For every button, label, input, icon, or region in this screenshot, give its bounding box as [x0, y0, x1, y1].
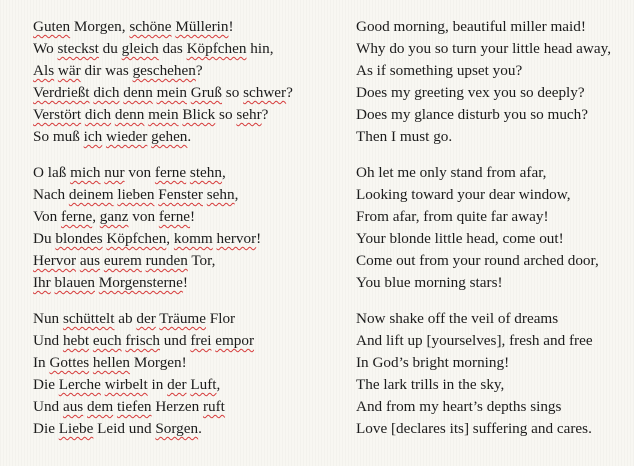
english-line: Does my glance disturb you so much? [356, 106, 588, 123]
spellcheck-word: ferne [61, 208, 93, 225]
stanza [0, 162, 634, 294]
stanza [0, 16, 634, 148]
english-line: Come out from your round arched door, [356, 252, 599, 269]
spellcheck-word: Gottes [49, 354, 90, 371]
english-line: Does my greeting vex you so deeply? [356, 84, 585, 101]
spellcheck-word: Luft [190, 376, 217, 393]
spellcheck-word: Hervor [33, 252, 77, 269]
german-line: Und hebt euch frisch und frei empor [33, 332, 255, 349]
spellcheck-word: gehen [151, 128, 188, 145]
german-line: Verdrießt dich denn mein Gruß so schwer? [33, 84, 293, 101]
german-line: Die Lerche wirbelt in der Luft, [33, 376, 221, 393]
spellcheck-word: wieder [106, 128, 148, 145]
english-line: Love [declares its] suffering and cares. [356, 420, 592, 437]
spellcheck-word: Als [33, 62, 55, 79]
spellcheck-word: Morgensterne [98, 274, 183, 291]
stanza [0, 308, 634, 440]
english-column [356, 16, 634, 148]
spellcheck-word: Ihr [33, 274, 51, 291]
spellcheck-word: ruft [202, 398, 225, 415]
english-line: Then I must go. [356, 128, 453, 145]
german-line: Guten Morgen, schöne Müllerin! [33, 18, 234, 35]
german-line: In Gottes hellen Morgen! [33, 354, 187, 371]
spellcheck-word: mich [70, 164, 101, 181]
english-line: Your blonde little head, come out! [356, 230, 564, 247]
spellcheck-word: hervor [216, 230, 257, 247]
german-column [0, 308, 356, 440]
spellcheck-word: geschehen [132, 62, 196, 79]
spellcheck-word: gleich [121, 40, 159, 57]
german-line: Hervor aus eurem runden Tor, [33, 252, 216, 269]
spellcheck-word: Träume [159, 310, 206, 327]
spellcheck-word: empor [215, 332, 255, 349]
spellcheck-word: sehn [206, 186, 235, 203]
spellcheck-word: deinem [68, 186, 114, 203]
german-line: Du blondes Köpfchen, komm hervor! [33, 230, 262, 247]
english-line: Oh let me only stand from afar, [356, 164, 547, 181]
spellcheck-word: stehn [189, 164, 222, 181]
spellcheck-word: denn [123, 84, 153, 101]
spellcheck-word: Müllerin [175, 18, 229, 35]
spellcheck-word: Fenster [158, 186, 203, 203]
spellcheck-word: Liebe [58, 420, 94, 437]
spellcheck-word: blondes [55, 230, 103, 247]
german-line: Die Liebe Leid und Sorgen. [33, 420, 202, 437]
spellcheck-word: ich [83, 128, 103, 145]
spellcheck-word: hellen [92, 354, 131, 371]
german-line: Wo steckst du gleich das Köpfchen hin, [33, 40, 274, 57]
german-line: So muß ich wieder gehen. [33, 128, 192, 145]
spellcheck-word: Verdrießt [33, 84, 90, 101]
spellcheck-word: lieben [117, 186, 155, 203]
lyrics-page [0, 16, 634, 454]
german-line: Als wär dir was geschehen? [33, 62, 203, 79]
spellcheck-word: Köpfchen [106, 230, 167, 247]
spellcheck-word: aus [79, 252, 101, 269]
german-line: Nun schüttelt ab der Träume Flor [33, 310, 236, 327]
english-column [356, 308, 634, 440]
spellcheck-word: Blick [182, 106, 216, 123]
english-column [356, 162, 634, 294]
german-line: O laß mich nur von ferne stehn, [33, 164, 226, 181]
spellcheck-word: tiefen [116, 398, 152, 415]
spellcheck-word: komm [173, 230, 213, 247]
german-line: Verstört dich denn mein Blick so sehr? [33, 106, 269, 123]
spellcheck-word: frisch [125, 332, 160, 349]
spellcheck-word: Guten [33, 18, 71, 35]
spellcheck-word: denn [114, 106, 145, 123]
german-line: Nach deinem lieben Fenster sehn, [33, 186, 239, 203]
german-line: Und aus dem tiefen Herzen ruft [33, 398, 225, 415]
spellcheck-word: dem [87, 398, 114, 415]
english-line: Why do you so turn your little head away, [356, 40, 612, 57]
english-line: From afar, from quite far away! [356, 208, 549, 225]
english-line: Now shake off the veil of dreams [356, 310, 559, 327]
spellcheck-word: euch [92, 332, 122, 349]
spellcheck-word: runden [145, 252, 188, 269]
spellcheck-word: wär [57, 62, 81, 79]
spellcheck-word: eurem [103, 252, 142, 269]
spellcheck-word: schwer [243, 84, 287, 101]
spellcheck-word: Köpfchen [186, 40, 247, 57]
english-line: The lark trills in the sky, [356, 376, 505, 393]
german-column [0, 16, 356, 148]
german-line: Ihr blauen Morgensterne! [33, 274, 188, 291]
spellcheck-word: Verstört [33, 106, 82, 123]
english-line: And from my heart’s depths sings [356, 398, 562, 415]
english-line: As if something upset you? [356, 62, 523, 79]
german-column [0, 162, 356, 294]
english-line: In God’s bright morning! [356, 354, 510, 371]
spellcheck-word: nur [104, 164, 125, 181]
spellcheck-word: schüttelt [62, 310, 115, 327]
german-line: Von ferne, ganz von ferne! [33, 208, 196, 225]
spellcheck-word: schöne [129, 18, 172, 35]
spellcheck-word: frei [190, 332, 212, 349]
spellcheck-word: ferne [158, 208, 191, 225]
spellcheck-word: sehr [236, 106, 262, 123]
spellcheck-word: blauen [54, 274, 95, 291]
spellcheck-word: Sorgen [155, 420, 199, 437]
spellcheck-word: der [136, 310, 156, 327]
english-line: And lift up [yourselves], fresh and free [356, 332, 593, 349]
spellcheck-word: Gruß [190, 84, 222, 101]
spellcheck-word: mein [156, 84, 187, 101]
spellcheck-word: steckst [57, 40, 99, 57]
english-line: Good morning, beautiful miller maid! [356, 18, 586, 35]
spellcheck-word: ferne [154, 164, 187, 181]
spellcheck-word: hebt [62, 332, 90, 349]
spellcheck-word: aus [62, 398, 84, 415]
english-line: Looking toward your dear window, [356, 186, 571, 203]
spellcheck-word: der [167, 376, 187, 393]
spellcheck-word: mein [148, 106, 179, 123]
spellcheck-word: Lerche [58, 376, 101, 393]
spellcheck-word: wirbelt [104, 376, 148, 393]
english-line: You blue morning stars! [356, 274, 503, 291]
spellcheck-word: ganz [99, 208, 129, 225]
spellcheck-word: dich [84, 106, 112, 123]
spellcheck-word: dich [93, 84, 120, 101]
